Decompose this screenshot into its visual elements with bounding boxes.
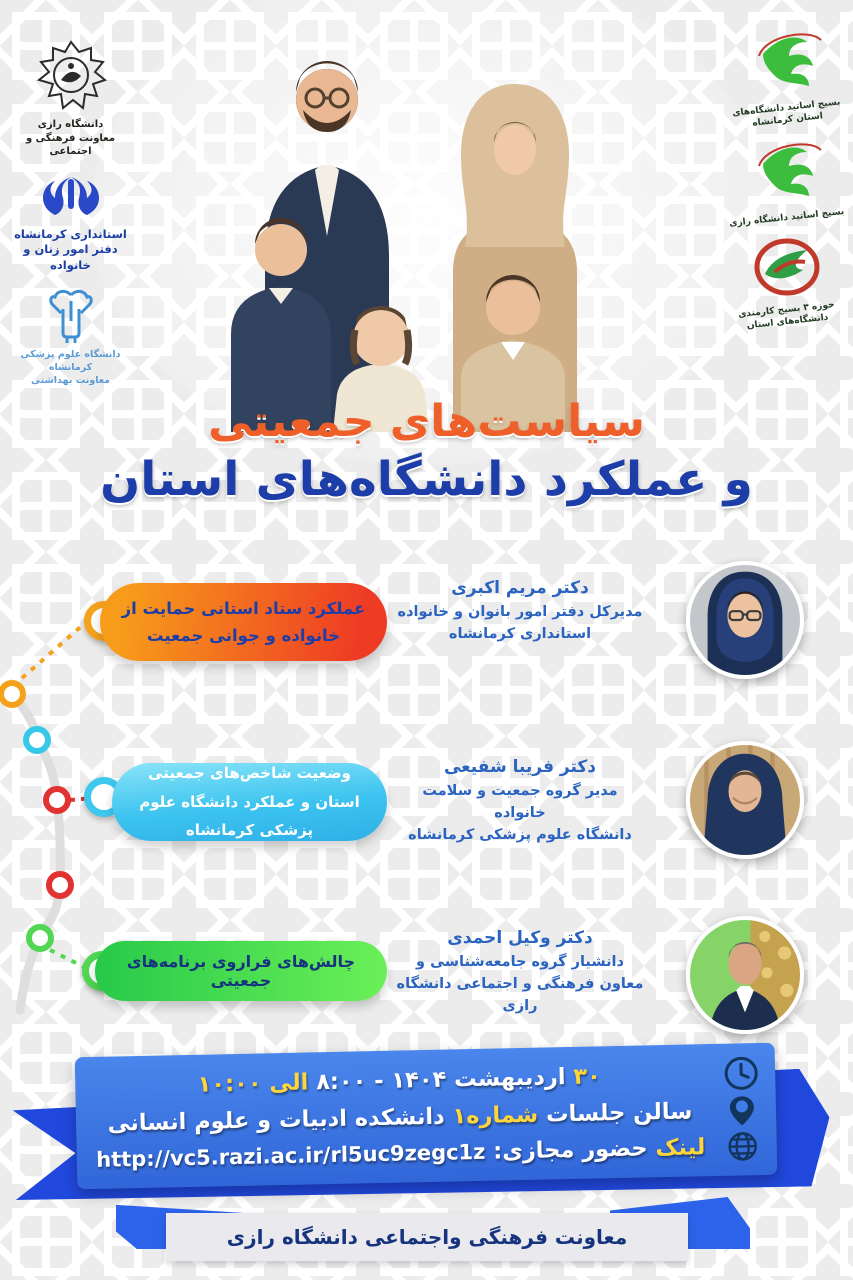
event-venue: سالن جلسات شماره۱ دانشکده ادبیات و علوم انسانی [107,1098,693,1137]
family-photo [165,22,690,432]
speaker-photo-2 [686,741,804,859]
footer-ribbon [166,1213,688,1261]
session-topic-tag-1: عملکرد ستاد استانی حمایت از خانواده و جوانی جمعیت [100,583,387,661]
kermanshah-governorate-emblem-icon [25,173,117,223]
event-date: ۳۰ اردیبهشت ۱۴۰۴ - ۸:۰۰ الی ۱۰:۰۰ [197,1063,602,1098]
session-topic-tag-3: چالش‌های فراروی برنامه‌های جمعیتی [95,941,387,1001]
speaker-name-1: دکتر مریم اکبری [451,578,589,598]
razi-university-emblem-icon [33,38,109,114]
left-logos-column [8,38,133,387]
medical-university-logo [8,287,133,387]
basij-asatid-razi-logo [729,136,845,230]
basij-razi-caption: بسیج اساتید دانشگاه رازی [729,207,845,230]
speaker-role-1a: مدیرکل دفتر امور بانوان و خانواده [397,604,643,620]
razi-logo-caption-2: معاونت فرهنگی و اجتماعی [25,132,116,157]
speaker-info-1 [395,578,645,646]
basij-karmandi-logo [728,234,846,332]
session-topic-tag-2: وضعیت شاخص‌های جمعیتی استان و عملکرد دانشگاه علوم پزشکی کرمانشاه [112,763,387,841]
speaker-name-2: دکتر فریبا شفیعی [443,757,597,777]
right-logos-column [728,26,846,332]
basij-karmandi-emblem-icon [751,234,823,300]
speaker-info-2 [395,757,645,846]
info-panel [75,1043,778,1190]
governorate-logo [8,173,133,274]
clock-icon [721,1055,762,1092]
speaker-role-3a: دانشیار گروه جامعه‌شناسی و [416,954,624,970]
medical-univ-caption-1: دانشگاه علوم پزشکی کرمانشاه [20,349,121,373]
speaker-role-1b: استانداری کرمانشاه [448,625,592,642]
globe-icon [722,1129,763,1164]
speaker-role-3b: معاون فرهنگی و اجتماعی دانشگاه رازی [396,975,644,1014]
location-pin-icon [722,1093,763,1128]
medical-univ-caption-2: معاونت بهداشتی [30,374,111,386]
razi-logo-caption-1: دانشگاه رازی [37,119,104,130]
speaker-role-2a: مدیر گروه جمعیت و سلامت خانواده [422,783,618,821]
basij-asatid-emblem-icon [745,136,829,208]
basij-karmandi-caption: حوزه ۳ بسیج کارمندی دانشگاه‌های استان [737,300,835,332]
medical-university-emblem-icon [47,287,95,345]
poster-title-line2: و عملکرد دانشگاه‌های استان [100,452,753,507]
speaker-info-3 [395,928,645,1017]
governorate-caption-1: استانداری کرمانشاه [14,226,127,241]
governorate-caption-2: دفتر امور زنان و خانواده [23,242,118,272]
organizer-name: معاونت فرهنگی واجتماعی دانشگاه رازی [226,1225,628,1249]
razi-university-logo [8,38,133,159]
virtual-session-url[interactable]: http://vc5.razi.ac.ir/rl5uc9zegc1z [95,1139,486,1172]
event-link: لینک حضور مجازی: http://vc5.razi.ac.ir/rl5uc9zegc1z [95,1134,706,1172]
poster-title-line1: سیاست‌های جمعیتی [208,396,645,447]
speaker-photo-3 [686,916,804,1034]
basij-province-caption: بسیج اساتید دانشگاه‌های استان کرمانشاه [731,97,841,129]
speaker-photo-1 [686,561,804,679]
speaker-name-3: دکتر وکیل احمدی [447,928,593,948]
basij-asatid-emblem-icon [745,26,829,98]
speaker-role-2b: دانشگاه علوم پزشکی کرمانشاه [408,826,632,843]
basij-asatid-province-logo [728,26,846,129]
